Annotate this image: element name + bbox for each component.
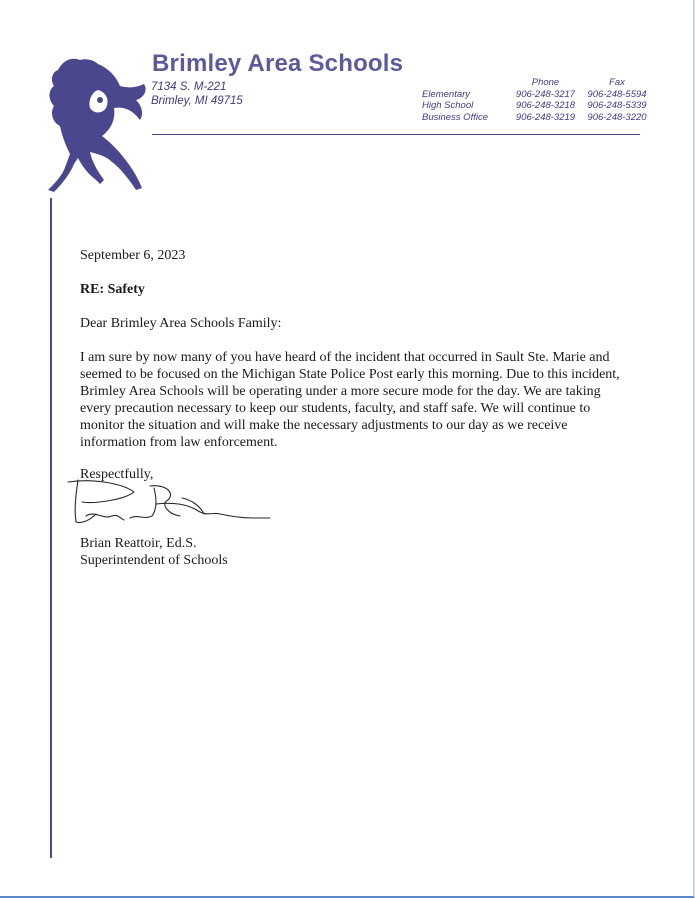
fax-header: Fax [609, 77, 625, 88]
signer-name: Brian Reattoir, Ed.S. [80, 536, 197, 551]
contact-row [422, 100, 651, 112]
contact-row [422, 112, 651, 124]
mustang-logo-icon [40, 50, 160, 198]
phone-header: Phone [531, 77, 560, 88]
school-name: Brimley Area Schools [152, 50, 404, 77]
header-divider [152, 134, 640, 135]
contact-fax: 906-248-5339 [587, 100, 647, 111]
letter-date: September 6, 2023 [80, 248, 186, 263]
contact-phone: 906-248-3218 [515, 100, 576, 111]
side-divider [50, 198, 52, 858]
contact-label: High School [422, 100, 474, 111]
contact-fax: 906-248-5594 [587, 88, 647, 100]
address-line-1: 7134 S. M-221 [151, 81, 227, 93]
contact-label: Elementary [422, 88, 471, 100]
letter-closing: Respectfully, [80, 467, 154, 482]
contact-label: Business Office [422, 111, 488, 123]
contact-row [422, 89, 651, 101]
contact-fax: 906-248-3220 [587, 111, 647, 123]
contact-phone: 906-248-3217 [515, 88, 576, 100]
contact-phone: 906-248-3219 [515, 111, 576, 123]
signature-icon [64, 474, 274, 534]
letter-subject: RE: Safety [80, 282, 145, 297]
contact-header-row [422, 77, 651, 89]
signer-title: Superintendent of Schools [80, 553, 228, 568]
contact-table [422, 77, 651, 123]
letter-body: I am sure by now many of you have heard of the incident that occurred in Sault Ste. Marie and seemed to be focused on the Michigan State Police Post early this morning. Due to this incident, Brimley Area Schools will be operating under a more secure mode for the day. We are taking every precaution necessary to keep our students, faculty, and staff safe. We will continue to monitor the situation and will make the necessary adjustments to our day as we receive information from law enforcement. [80, 350, 620, 450]
letter-salutation: Dear Brimley Area Schools Family: [80, 316, 282, 331]
address-line-2: Brimley, MI 49715 [151, 95, 243, 107]
